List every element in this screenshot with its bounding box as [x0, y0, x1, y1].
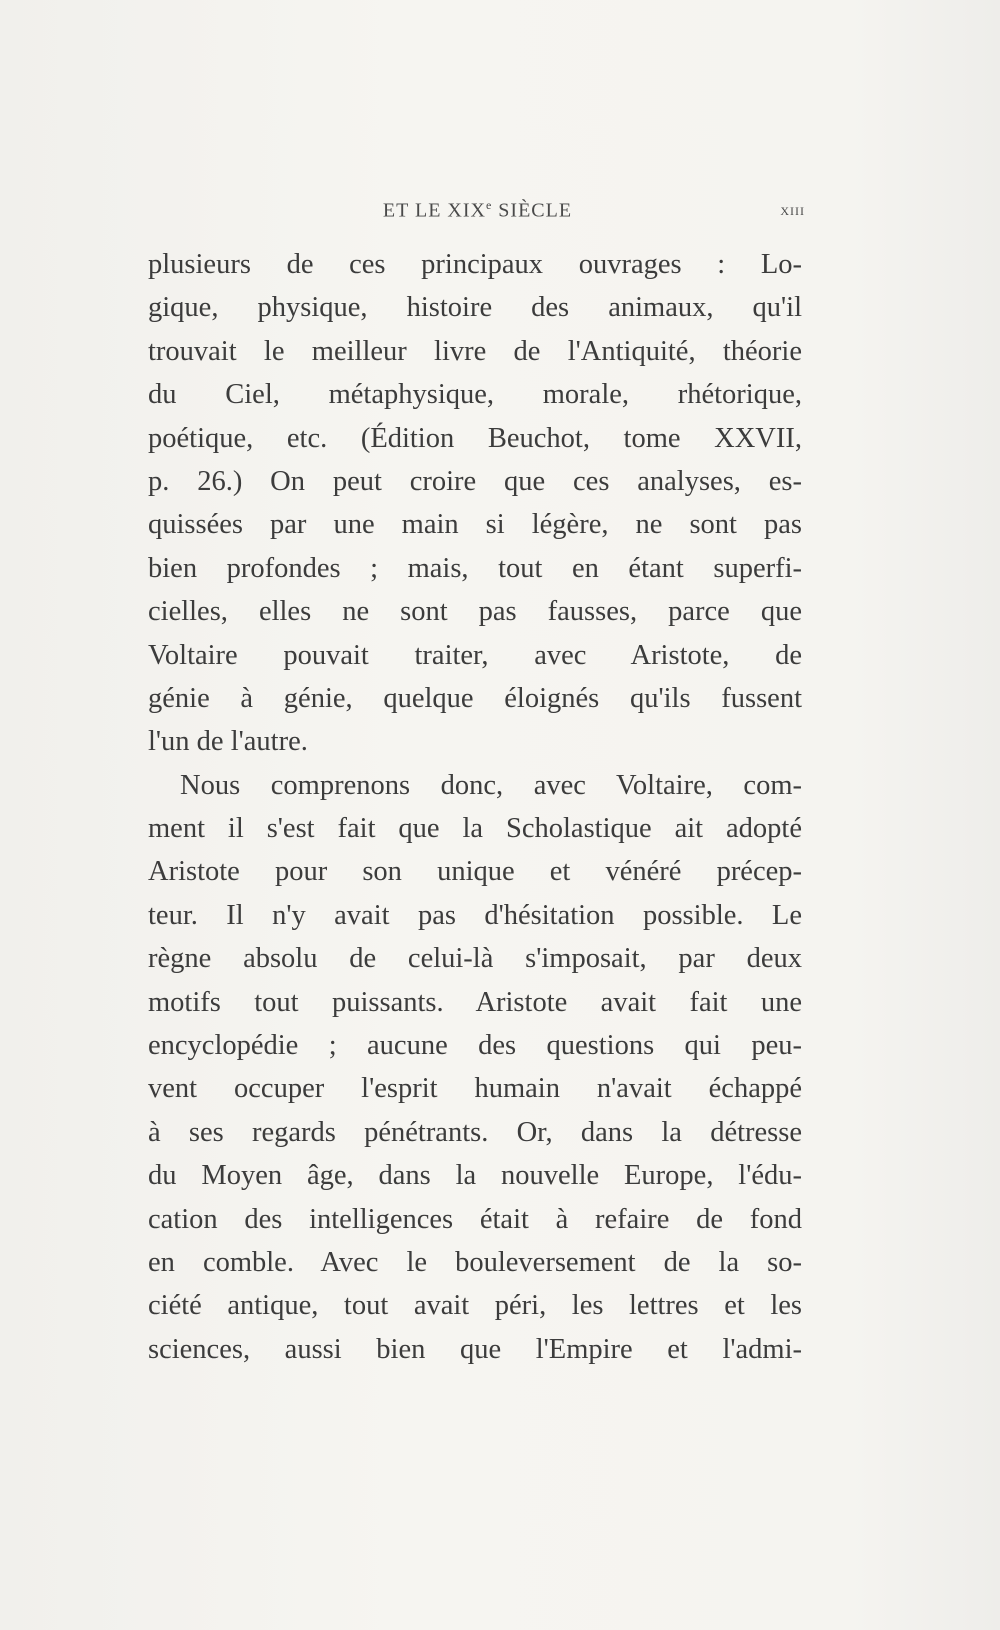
text-line: du Ciel, métaphysique, morale, rhétorique,: [148, 379, 802, 411]
text-line: Voltaire pouvait traiter, avec Aristote, de: [148, 639, 802, 671]
page-number: xiii: [780, 200, 805, 219]
text-line: poétique, etc. (Édition Beuchot, tome XXVII,: [148, 422, 802, 454]
running-title-suffix: SIÈCLE: [492, 199, 573, 222]
text-line: du Moyen âge, dans la nouvelle Europe, l'édu-: [148, 1160, 802, 1192]
text-line: ciété antique, tout avait péri, les lettres et les: [148, 1290, 802, 1322]
text-line: plusieurs de ces principaux ouvrages : Lo-: [148, 249, 802, 280]
running-title-prefix: ET LE XIX: [382, 199, 486, 222]
text-line: bien profondes ; mais, tout en étant superfi-: [148, 552, 802, 584]
text-line: cation des intelligences était à refaire de fond: [148, 1203, 802, 1235]
text-line: encyclopédie ; aucune des questions qui peu-: [148, 1030, 802, 1062]
text-line: quissées par une main si légère, ne sont pas: [148, 509, 802, 541]
text-line: ment il s'est fait que la Scholastique ait adopté: [148, 813, 802, 845]
text-line: règne absolu de celui-là s'imposait, par deux: [148, 943, 802, 975]
text-line: vent occuper l'esprit humain n'avait échappé: [148, 1073, 802, 1105]
running-title-superscript: e: [485, 198, 493, 212]
body-text: [148, 243, 802, 1371]
running-head: [150, 198, 805, 228]
paragraph-last-line: l'un de l'autre.: [148, 726, 308, 758]
text-line: teur. Il n'y avait pas d'hésitation possible. Le: [148, 899, 802, 931]
text-line: génie à génie, quelque éloignés qu'ils fussent: [148, 682, 802, 714]
text-line: p. 26.) On peut croire que ces analyses, es-: [148, 465, 802, 497]
text-line: Aristote pour son unique et vénéré précep-: [148, 856, 802, 888]
text-line: cielles, elles ne sont pas fausses, parce que: [148, 596, 802, 628]
text-line: motifs tout puissants. Aristote avait fait une: [148, 986, 802, 1018]
paragraph-first-line: Nous comprenons donc, avec Voltaire, com-: [180, 769, 802, 801]
running-title: [150, 198, 805, 223]
text-line: sciences, aussi bien que l'Empire et l'admi-: [148, 1333, 802, 1365]
text-line: à ses regards pénétrants. Or, dans la détresse: [148, 1116, 802, 1148]
text-line: en comble. Avec le bouleversement de la so-: [148, 1246, 802, 1278]
text-line: gique, physique, histoire des animaux, qu'il: [148, 292, 802, 324]
text-line: trouvait le meilleur livre de l'Antiquité, théorie: [148, 335, 802, 367]
